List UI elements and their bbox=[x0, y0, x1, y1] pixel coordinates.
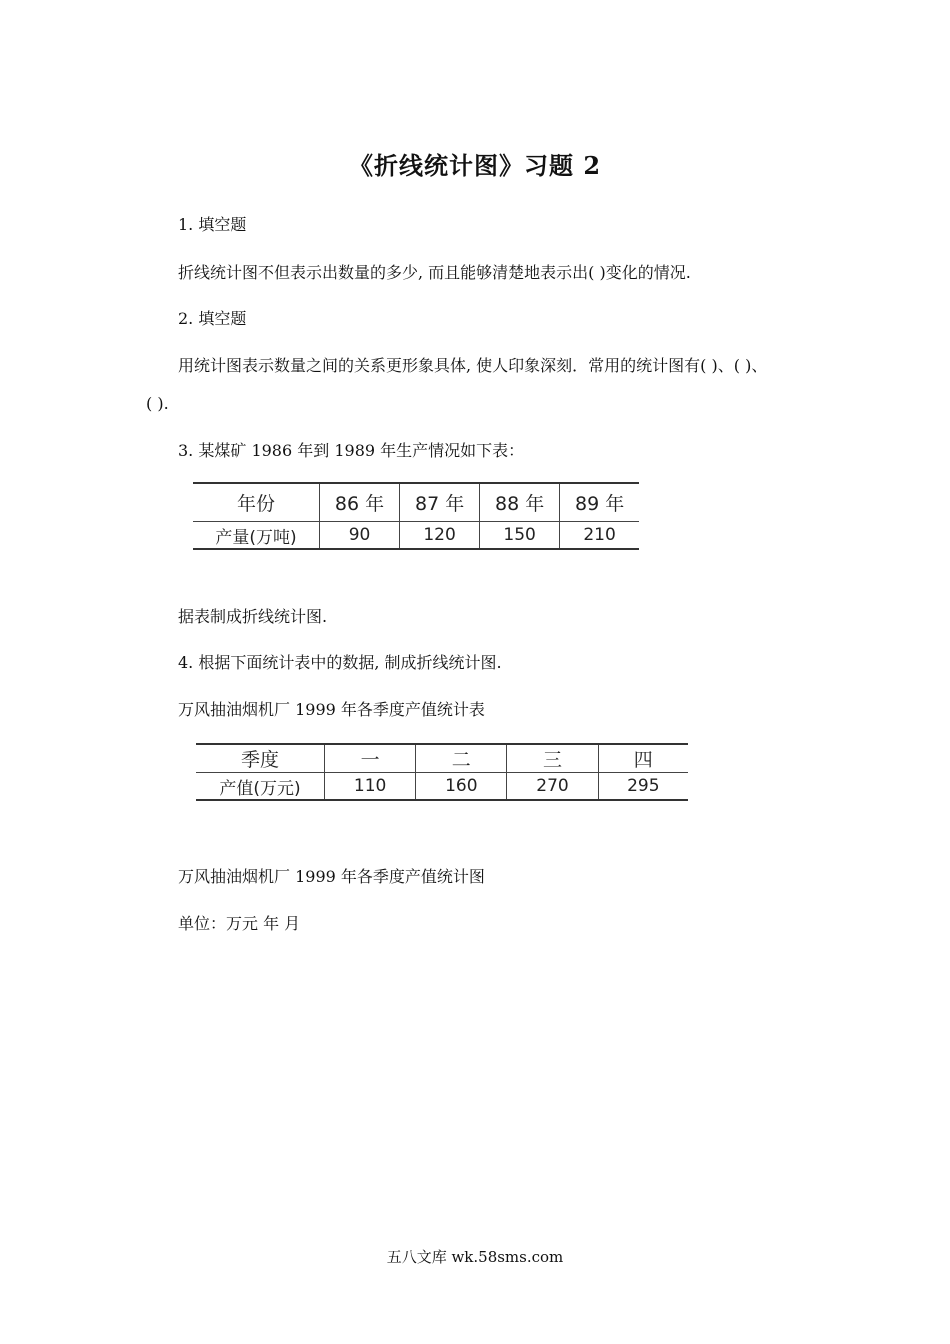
question-2-text-line1: 用统计图表示数量之间的关系更形象具体, 使人印象深刻．常用的统计图有( )、( )、 bbox=[178, 356, 768, 375]
question-4-unit-line: 单位：万元 年 月 bbox=[178, 914, 301, 933]
table-header-cell: 二 bbox=[416, 744, 507, 773]
question-4-intro: 4. 根据下面统计表中的数据, 制成折线统计图. bbox=[178, 653, 502, 672]
table-cell: 150 bbox=[480, 522, 560, 550]
table-cell: 90 bbox=[320, 522, 400, 550]
table-header-cell: 87 年 bbox=[400, 483, 480, 522]
question-2-text-line2: ( ). bbox=[146, 394, 169, 413]
table-header-cell: 86 年 bbox=[320, 483, 400, 522]
coal-production-table bbox=[193, 482, 639, 550]
table-cell: 295 bbox=[598, 773, 688, 801]
question-1-text: 折线统计图不但表示出数量的多少, 而且能够清楚地表示出( )变化的情况. bbox=[178, 263, 691, 282]
table-header-cell: 季度 bbox=[196, 744, 325, 773]
question-2-heading: 2. 填空题 bbox=[178, 309, 247, 328]
table-cell: 110 bbox=[325, 773, 416, 801]
table-cell: 210 bbox=[560, 522, 639, 550]
question-3-instruction: 据表制成折线统计图. bbox=[178, 607, 328, 626]
table-header-cell: 四 bbox=[598, 744, 688, 773]
table-header-cell: 88 年 bbox=[480, 483, 560, 522]
table-cell: 160 bbox=[416, 773, 507, 801]
table-cell: 270 bbox=[507, 773, 598, 801]
quarterly-output-table bbox=[196, 743, 688, 801]
table-header-cell: 89 年 bbox=[560, 483, 639, 522]
question-4-chart-title: 万风抽油烟机厂 1999 年各季度产值统计图 bbox=[178, 867, 485, 886]
page-footer: 五八文库 wk.58sms.com bbox=[386, 1248, 564, 1266]
question-4-table-title: 万风抽油烟机厂 1999 年各季度产值统计表 bbox=[178, 700, 485, 719]
table-header-cell: 一 bbox=[325, 744, 416, 773]
table-row bbox=[196, 773, 688, 801]
question-1-heading: 1. 填空题 bbox=[178, 215, 247, 234]
table-header-cell: 三 bbox=[507, 744, 598, 773]
table-row bbox=[193, 522, 639, 550]
question-3-intro: 3. 某煤矿 1986 年到 1989 年生产情况如下表： bbox=[178, 441, 525, 460]
table-cell: 120 bbox=[400, 522, 480, 550]
table-header-row bbox=[196, 744, 688, 773]
table-cell: 产值(万元) bbox=[196, 773, 325, 801]
page-title: 《折线统计图》习题 2 bbox=[348, 151, 602, 180]
table-cell: 产量(万吨) bbox=[193, 522, 320, 550]
table-header-row bbox=[193, 483, 639, 522]
table-header-cell: 年份 bbox=[193, 483, 320, 522]
